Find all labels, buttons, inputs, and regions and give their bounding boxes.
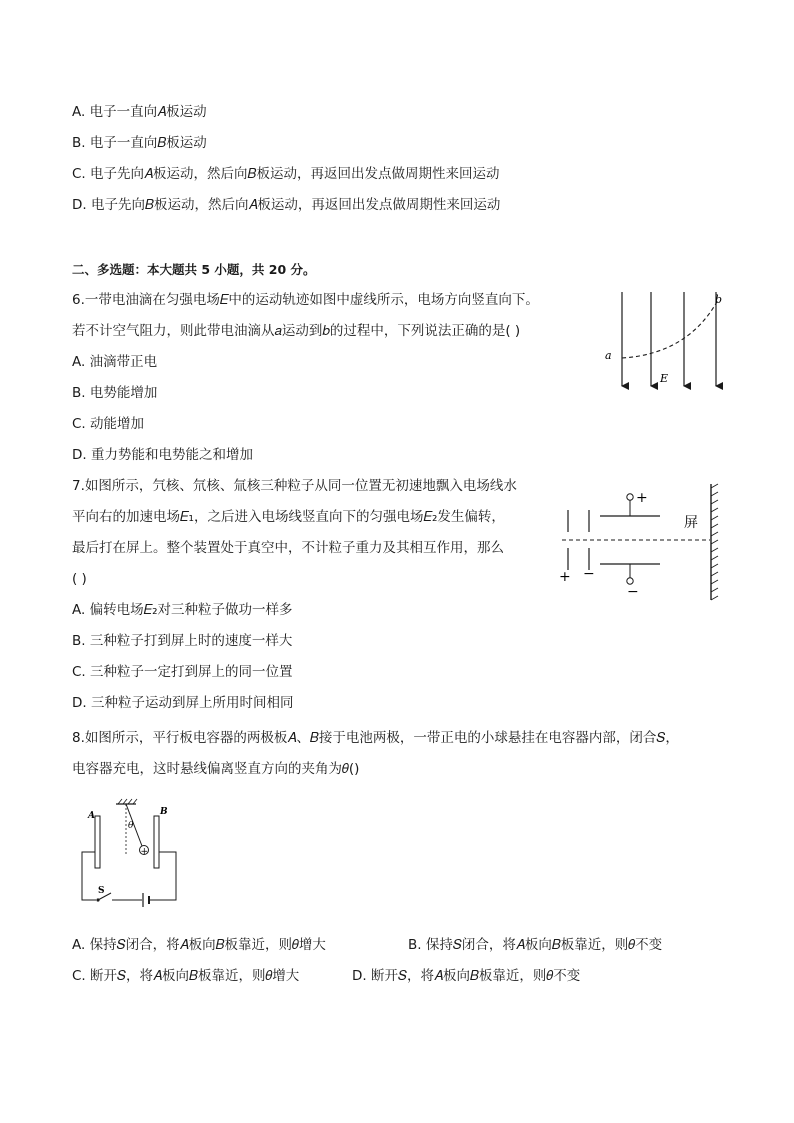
q6-stem-line-2: 若不计空气阻力，则此带电油滴从𝑎运动到𝑏的过程中，下列说法正确的是( )	[72, 323, 521, 339]
section-heading-multiple-choice: 二、多选题：本大题共 5 小题，共 20 分。	[72, 262, 316, 277]
plate-B	[154, 816, 159, 868]
accel-plus-sign: +	[559, 569, 571, 585]
q7-stem-line-3: 最后打在屏上。整个装置处于真空中，不计粒子重力及其相互作用，那么	[72, 540, 504, 556]
ball-charge-sign: +	[140, 847, 149, 857]
terminal-bottom-minus: −	[627, 584, 639, 600]
q8-option-a: A. 保持𝑆闭合，将𝐴板向𝐵板靠近，则𝜃增大	[72, 937, 326, 953]
q5-option-a: A. 电子一直向𝐴板运动	[72, 104, 207, 120]
q7-stem-line-2: 平向右的加速电场𝐸₁，之后进入电场线竖直向下的匀强电场𝐸₂发生偏转，	[72, 509, 505, 525]
switch-label: S	[98, 886, 105, 896]
q6-option-c: C. 动能增加	[72, 416, 145, 432]
q7-option-c: C. 三种粒子一定打到屏上的同一位置	[72, 664, 293, 680]
q7-option-b: B. 三种粒子打到屏上时的速度一样大	[72, 633, 293, 649]
q8-option-b: B. 保持𝑆闭合，将𝐴板向𝐵板靠近，则𝜃不变	[408, 937, 663, 953]
terminal-top	[627, 494, 633, 500]
oil-drop-trajectory	[622, 300, 718, 358]
q6-option-d: D. 重力势能和电势能之和增加	[72, 447, 253, 463]
plate-A-label: A	[88, 811, 95, 821]
ceiling-hatching	[118, 799, 137, 804]
q7-stem-line-1: 7.如图所示，氕核、氘核、氚核三种粒子从同一位置无初速地飘入电场线水	[72, 478, 517, 494]
label-E: E	[660, 372, 669, 385]
q8-option-c: C. 断开𝑆，将𝐴板向𝐵板靠近，则𝜃增大	[72, 968, 300, 984]
q8-stem-line-1: 8.如图所示，平行板电容器的两极板𝐴、𝐵接于电池两极，一带正电的小球悬挂在电容器内部，闭合𝑆，	[72, 730, 679, 746]
label-a: a	[605, 349, 612, 362]
q7-option-a: A. 偏转电场𝐸₂对三种粒子做功一样多	[72, 602, 293, 618]
plate-B-label: B	[160, 807, 168, 817]
accel-minus-sign: −	[583, 566, 595, 582]
q7-deflection-apparatus-figure	[556, 480, 731, 605]
terminal-top-plus: +	[636, 490, 648, 506]
plate-A	[95, 816, 100, 868]
q5-option-b: B. 电子一直向𝐵板运动	[72, 135, 207, 151]
wire-left	[82, 852, 96, 900]
q7-option-d: D. 三种粒子运动到屏上所用时间相同	[72, 695, 294, 711]
screen-hatching	[711, 484, 718, 600]
q6-option-a: A. 油滴带正电	[72, 354, 158, 370]
q6-electric-field-figure	[598, 288, 728, 392]
q8-stem-line-2: 电容器充电，这时悬线偏离竖直方向的夹角为𝜃()	[72, 761, 360, 777]
q7-stem-line-4: ( )	[72, 571, 87, 587]
q6-stem-line-1: 6.一带电油滴在匀强电场𝐸中的运动轨迹如图中虚线所示，电场方向竖直向下。	[72, 292, 539, 308]
label-b: b	[715, 293, 723, 306]
screen-label: 屏	[684, 515, 698, 531]
q5-option-d: D. 电子先向𝐵板运动，然后向𝐴板运动，再返回出发点做周期性来回运动	[72, 197, 501, 213]
q6-option-b: B. 电势能增加	[72, 385, 158, 401]
q8-capacitor-circuit-figure	[78, 792, 188, 910]
q5-option-c: C. 电子先向𝐴板运动，然后向𝐵板运动，再返回出发点做周期性来回运动	[72, 166, 500, 182]
theta-label: θ	[128, 821, 134, 831]
q8-option-d: D. 断开𝑆，将𝐴板向𝐵板靠近，则𝜃不变	[352, 968, 581, 984]
